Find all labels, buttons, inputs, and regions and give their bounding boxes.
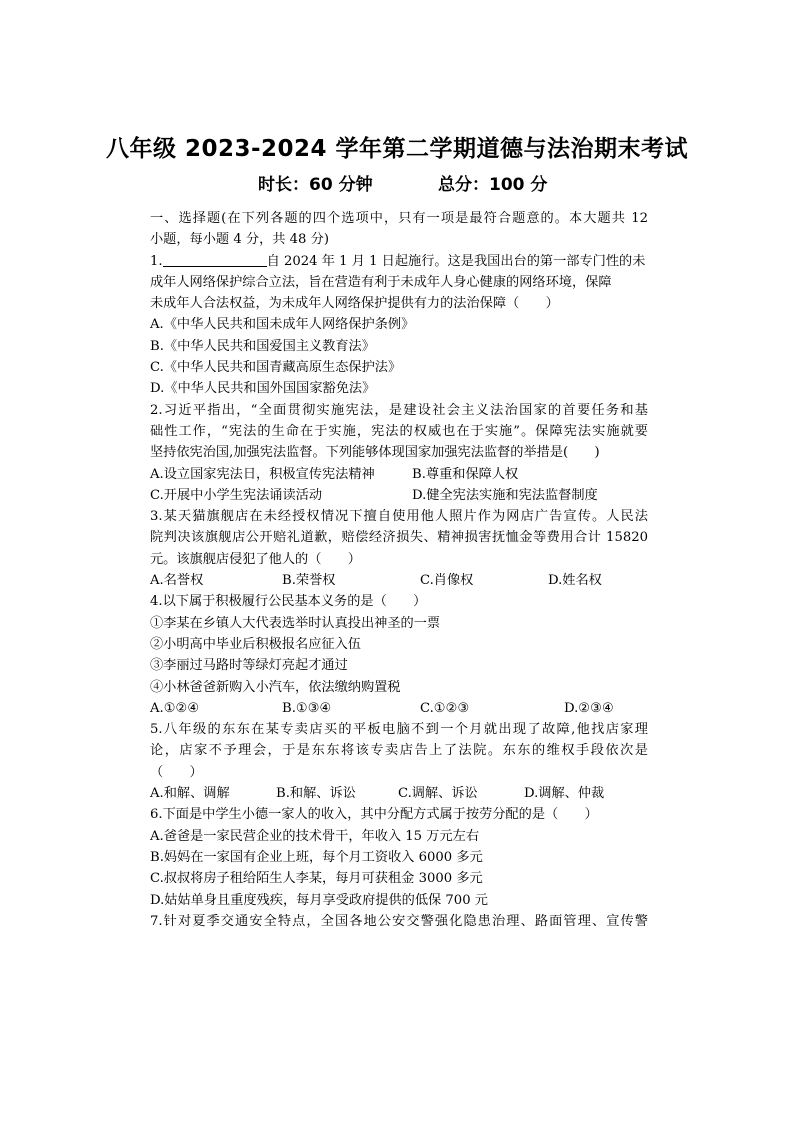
section-heading-line: 小题，每小题 4 分，共 48 分) [150,232,329,248]
question-1-stem: 未成年人合法权益，为未成年人网络保护提供有力的法治保障（ ） [150,296,559,312]
exam-total-score: 总分：100 分 [438,175,548,195]
question-3-option-d: D.姓名权 [548,573,602,589]
question-3-stem: 院判决该旗舰店公开赔礼道歉，赔偿经济损失、精神损害抚恤金等费用合计 15820 [150,530,648,546]
question-2-stem: 础性工作，“宪法的生命在于实施，宪法的权威也在于实施”。保障宪法实施就要 [150,423,648,439]
question-5-option-a: A.和解、调解 [150,786,230,802]
question-5-options-row [150,783,648,804]
question-6-option-c: C.叔叔将房子租给陌生人李某，每月可获租金 3000 多元 [150,871,483,887]
question-5-option-d: D.调解、仲裁 [524,786,605,802]
question-6-option-b: B.妈妈在一家国有企业上班，每个月工资收入 6000 多元 [150,849,483,865]
question-2-options-row [150,464,648,485]
question-5-option-b: B.和解、诉讼 [276,786,356,802]
question-2-option-d: D.健全宪法实施和宪法监督制度 [412,487,598,503]
question-4-option-d: D.②③④ [564,700,614,716]
exam-title: 八年级 2023-2024 学年第二学期道德与法治期末考试 [105,136,689,162]
question-2-option-c: C.开展中小学生宪法诵读活动 [150,487,323,503]
question-2-stem: 2.习近平指出，“全面贯彻实施宪法，是建设社会主义法治国家的首要任务和基 [150,402,648,418]
question-7-stem: 7.针对夏季交通安全特点，全国各地公安交警强化隐患治理、路面管理、宣传警 [150,913,648,929]
question-2-stem: 坚持依宪治国,加强宪法监督。下列能够体现国家加强宪法监督的举措是( ) [150,445,600,461]
question-4-item: ④小林爸爸新购入小汽车，依法缴纳购置税 [150,679,401,695]
question-4-item: ①李某在乡镇人大代表选举时认真投出神圣的一票 [150,615,441,631]
question-5-stem: （ ） [150,764,203,780]
question-2-options-row [150,485,648,506]
question-number: 1. [150,253,163,269]
question-3-options-row [150,570,648,591]
question-5-stem: 5.八年级的东东在某专卖店买的平板电脑不到一个月就出现了故障,他找店家理 [150,722,648,738]
exam-duration: 时长：60 分钟 [258,175,373,195]
question-2-option-b: B.尊重和保障人权 [412,466,519,482]
section-heading-line: 一、选择题(在下列各题的四个选项中，只有一项是最符合题意的。本大题共 12 [150,211,648,226]
question-text: 自 2024 年 1 月 1 日起施行。这是我国出台的第一部专门性的未 [266,253,646,269]
question-1-stem [150,251,648,272]
question-3-stem: 3.某天猫旗舰店在未经授权情况下擅自使用他人照片作为网店广告宣传。人民法 [150,509,648,525]
question-4-option-c: C.①②③ [420,700,470,716]
question-3-option-b: B.荣誉权 [282,573,336,589]
question-6-stem: 6.下面是中学生小德一家人的收入，其中分配方式属于按劳分配的是（ ） [150,807,598,823]
question-6-option-a: A.爸爸是一家民营企业的技术骨干，年收入 15 万元左右 [150,828,480,844]
question-3-stem: 元。该旗舰店侵犯了他人的（ ） [150,551,361,567]
question-4-item: ②小明高中毕业后积极报名应征入伍 [150,636,361,652]
question-3-option-c: C.肖像权 [420,573,474,589]
question-5-stem: 论，店家不予理会，于是东东将该专卖店告上了法院。东东的维权手段依次是 [150,743,648,759]
question-1-option-d: D.《中华人民共和国外国国家豁免法》 [150,381,376,397]
question-1-option-c: C.《中华人民共和国青藏高原生态保护法》 [150,360,402,376]
fill-in-blank [163,252,267,267]
question-3-option-a: A.名誉权 [150,573,204,589]
question-1-option-b: B.《中华人民共和国爱国主义教育法》 [150,338,375,354]
question-4-option-b: B.①③④ [282,700,332,716]
question-4-item: ③李丽过马路时等绿灯亮起才通过 [150,658,348,674]
question-4-option-a: A.①②④ [150,700,200,716]
question-4-options-row [150,698,648,719]
question-1-option-a: A.《中华人民共和国未成年人网络保护条例》 [150,317,415,333]
question-2-option-a: A.设立国家宪法日，积极宣传宪法精神 [150,466,375,482]
question-5-option-c: C.调解、诉讼 [398,786,478,802]
question-6-option-d: D.姑姑单身且重度残疾，每月享受政府提供的低保 700 元 [150,892,488,908]
question-1-stem: 成年人网络保护综合立法，旨在营造有利于未成年人身心健康的网络环境，保障 [150,274,612,290]
exam-meta [0,170,794,194]
question-content [150,208,648,932]
question-4-stem: 4.以下属于积极履行公民基本义务的是（ ） [150,594,427,610]
